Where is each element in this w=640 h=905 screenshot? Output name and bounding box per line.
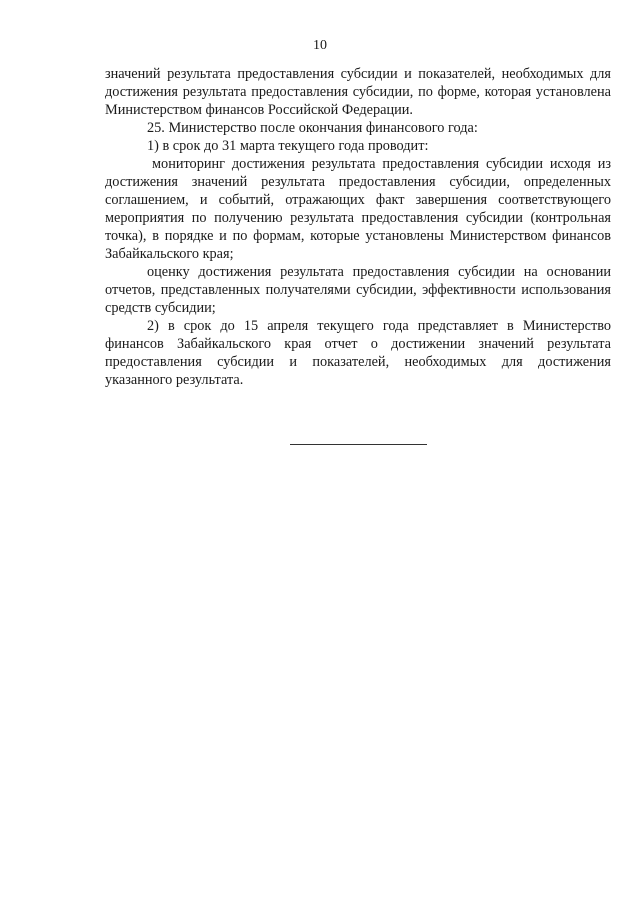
paragraph-continuation: значений результата предоставления субсидии и показателей, необходимых для достижения результата предоставления субсидии, по форме, которая установлена Министерством финансов Российской Федерации. <box>105 66 611 118</box>
paragraph-subitem-1: 1) в срок до 31 марта текущего года проводит: <box>147 138 429 154</box>
paragraph-evaluation: оценку достижения результата предоставления субсидии на основании отчетов, представленных получателями субсидии, эффективности использования средств субсидии; <box>105 264 611 316</box>
page-number: 10 <box>313 38 327 53</box>
paragraph-subitem-2: 2) в срок до 15 апреля текущего года представляет в Министерство финансов Забайкальского края отчет о достижении значений результата предоставления субсидии и показателей, необходимых для достижения указанного результата. <box>105 318 611 388</box>
end-divider <box>290 444 427 445</box>
paragraph-item-25: 25. Министерство после окончания финансового года: <box>147 120 478 136</box>
paragraph-monitoring: мониторинг достижения результата предоставления субсидии исходя из достижения значений результата предоставления субсидии, определенных соглашением, и событий, отражающих факт завершения соответствующего мероприятия по получению результата предоставления субсидии (контрольная точка), в порядке и по формам, которые установлены Министерством финансов Забайкальского края; <box>105 156 611 262</box>
document-body <box>105 65 611 389</box>
